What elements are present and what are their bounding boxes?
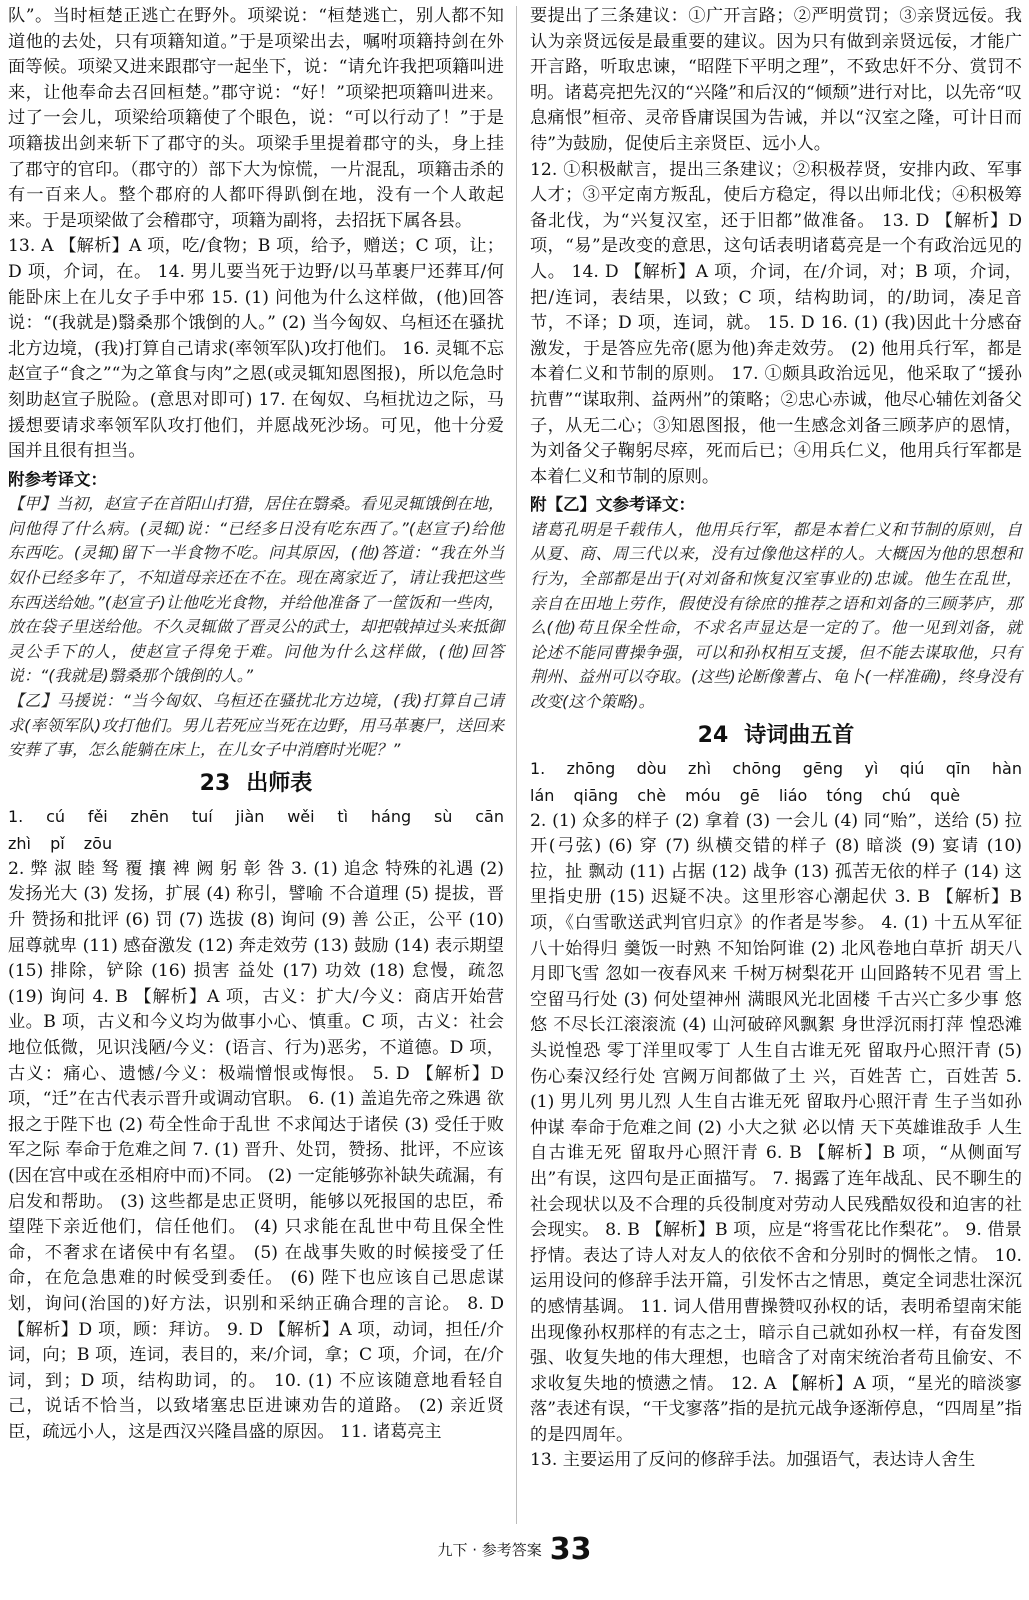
section-number: 23 bbox=[199, 770, 231, 796]
left-column bbox=[8, 4, 504, 1445]
section-heading-24 bbox=[530, 721, 1022, 751]
answer-paragraph: 2. 弊 淑 睦 驽 覆 攘 裨 阙 躬 彰 咎 3. (1) 追念 特殊的礼遇 (2) 发扬光大 (3) 发扬，扩展 (4) 称引，譬喻 不合道理 (5) 提拔，晋升 赞扬和批评 (6) 罚 (7) 选拔 (8) 询问 (9) 善 公正，公平 (10) 屈尊就卑 (11) 感奋激发 (12) 奔走效劳 (13) 鼓励 (14) 表示期望 (15) 排除，铲除 (16) 损害 益处 (17) 功效 (18) 怠慢，疏忽 (19) 询问 4. B 【解析】A 项，古义：扩大/今义：商店开始营业。B 项，古义和今义均为做事小心、慎重。C 项，古义：社会地位低微，见识浅陋/今义：(语言、行为)恶劣，不道德。D 项，古义：痛心、遗憾/今义：极端憎恨或悔恨。 5. D 【解析】D 项，“迁”在古代表示晋升或调动官职。 6. (1) 盖追先帝之殊遇 欲报之于陛下也 (2) 苟全性命于乱世 不求闻达于诸侯 (3) 受任于败军之际 奉命于危难之间 7. (1) 晋升、处罚，赞扬、批评，不应该(因在宫中或在丞相府中而)不同。 (2) 一定能够弥补缺失疏漏，有启发和帮助。 (3) 这些都是忠正贤明，能够以死报国的忠臣，希望陛下亲近他们，信任他们。 (4) 只求能在乱世中苟且保全性命，不奢求在诸侯中有名望。 (5) 在战事失败的时候接受了任命，在危急患难的时候受到委任。 (6) 陛下也应该自己思虑谋划，询问(治国的)好方法，识别和采纳正确合理的言论。 8. D 【解析】D 项，顾：拜访。 9. D 【解析】A 项，动词，担任/介词，向；B 项，连词，表目的，来/介词，拿；C 项，介词，在/介词，到；D 项，结构助词，的。 10. (1) 不应该随意地看轻自己，说话不恰当，以致堵塞忠臣进谏劝告的道路。 (2) 亲近贤臣，疏远小人，这是西汉兴隆昌盛的原因。 11. 诸葛亮主 bbox=[8, 858, 504, 1442]
section-title: 出师表 bbox=[246, 770, 313, 796]
translation-paragraph: 诸葛孔明是千载伟人，他用兵行军，都是本着仁义和节制的原则，自从夏、商、周三代以来，没有过像他这样的人。大概因为他的思想和行为，全部都是出于(对刘备和恢复汉室事业的)忠诚。他生在乱世，亲自在田地上劳作，假使没有徐庶的推荐之语和刘备的三顾茅庐，那么(他)苟且保全性命，不求名声显达是一定的了。他一见到刘备，就论述不能同曹操争强，可以和孙权相互支援，但不能去谋取他，只有荆州、益州可以夺取。(这些)论断像蓍占、龟卜(一样准确)，终身没有改变(这个策略)。 bbox=[530, 519, 1022, 712]
right-column bbox=[530, 4, 1022, 1474]
page-footer bbox=[0, 1532, 1029, 1567]
page-number: 33 bbox=[549, 1532, 592, 1567]
reference-translation-label: 附【乙】文参考译文： bbox=[530, 495, 695, 515]
answer-paragraph: 队”。当时桓楚正逃亡在野外。项梁说：“桓楚逃亡，别人都不知道他的去处，只有项籍知道。”于是项梁出去，嘱咐项籍持剑在外面等候。项梁又进来跟郡守一起坐下，说：“请允许我把项籍叫进来，让他奉命去召回桓楚。”郡守说：“好！”项梁把项籍叫进来。过了一会儿，项梁给项籍使了个眼色，说：“可以行动了！”于是项籍拔出剑来斩下了郡守的头。项梁手里提着郡守的头，身上挂了郡守的官印。（郡守的）部下大为惊慌，一片混乱，项籍击杀的有一百来人。整个郡府的人都吓得趴倒在地，没有一个人敢起来。于是项梁做了会稽郡守，项籍为副将，去招抚下属各县。 bbox=[8, 6, 504, 231]
answer-paragraph: 12. ①积极献言，提出三条建议；②积极荐贤，安排内政、军事人才；③平定南方叛乱，使后方稳定，得以出师北伐；④积极筹备北伐，为“兴复汉室，还于旧都”做准备。 13. D 【解析】D 项，“易”是改变的意思，这句话表明诸葛亮是一个有政治远见的人。 14. D 【解析】A 项，介词，在/介词，对；B 项，介词，把/连词，表结果，以致；C 项，结构助词，的/助词，凑足音节，不译；D 项，连词，就。 15. D 16. (1) (我)因此十分感奋激发，于是答应先帝(愿为他)奔走效劳。 (2) 他用兵行军，都是本着仁义和节制的原则。 17. ①颇具政治远见，他采取了“援孙抗曹”“谋取荆、益两州”的策略；②忠心赤诚，他尽心辅佐刘备父子，从无二心；③知恩图报，他一生感念刘备三顾茅庐的恩情，为刘备父子鞠躬尽瘁，死而后已；④用兵仁义，他用兵行军都是本着仁义和节制的原则。 bbox=[530, 159, 1022, 487]
answer-paragraph: 要提出了三条建议：①广开言路；②严明赏罚；③亲贤远佞。我认为亲贤远佞是最重要的建议。因为只有做到亲贤远佞，才能广开言路，听取忠谏，“昭陛下平明之理”，不致忠奸不分、赏罚不明。诸葛亮把先汉的“兴隆”和后汉的“倾颓”进行对比，以先帝“叹息痛恨”桓帝、灵帝昏庸误国为告诫，并以“汉室之隆，可计日而待”为鼓励，促使后主亲贤臣、远小人。 bbox=[530, 6, 1022, 154]
answer-paragraph: 13. 主要运用了反问的修辞手法。加强语气，表达诗人舍生 bbox=[530, 1450, 976, 1471]
translation-jia: 【甲】当初，赵宣子在首阳山打猎，居住在翳桑。看见灵辄饿倒在地，问他得了什么病。(灵辄)说：“已经多日没有吃东西了。”(赵宣子)给他东西吃。(灵辄)留下一半食物不吃。问其原因，(他)答道：“我在外当奴仆已经多年了，不知道母亲还在不在。现在离家近了，请让我把这些东西送给她。”(赵宣子)让他吃光食物，并给他准备了一筐饭和一些肉，放在袋子里送给他。不久灵辄做了晋灵公的武士，却把戟掉过头来抵御灵公手下的人，使赵宣子得免于难。问他为什么这样做，(他)回答说：“(我就是)翳桑那个饿倒的人。” bbox=[8, 494, 505, 686]
section-heading-23 bbox=[8, 769, 504, 799]
answer-paragraph: 2. (1) 众多的样子 (2) 拿着 (3) 一会儿 (4) 同“贻”，送给 (5) 拉开(弓弦) (6) 穿 (7) 纵横交错的样子 (8) 暗淡 (9) 宴请 (10) 拉，扯 飘动 (11) 占据 (12) 战争 (13) 孤苦无依的样子 (14) 这里指史册 (15) 迟疑不决。这里形容心潮起伏 3. B 【解析】B 项，《白雪歌送武判官归京》的作者是岑参。 4. (1) 十五从军征 八十始得归 羹饭一时熟 不知饴阿谁 (2) 北风卷地白草折 胡天八月即飞雪 忽如一夜春风来 千树万树梨花开 山回路转不见君 雪上空留马行处 (3) 何处望神州 满眼风光北固楼 千古兴亡多少事 悠悠 不尽长江滚滚流 (4) 山河破碎风飘絮 身世浮沉雨打萍 惶恐滩头说惶恐 零丁洋里叹零丁 人生自古谁无死 留取丹心照汗青 (5) 伤心秦汉经行处 宫阙万间都做了土 兴，百姓苦 亡，百姓苦 5. (1) 男儿列 男儿烈 人生自古谁无死 留取丹心照汗青 生子当如孙仲谋 奉命于危难之间 (2) 小大之狱 必以情 天下英雄谁敌手 人生自古谁无死 留取丹心照汗青 6. B 【解析】B 项，“从侧面写出”有误，这四句是正面描写。 7. 揭露了连年战乱、民不聊生的社会现状以及不合理的兵役制度对劳动人民残酷奴役和迫害的社会现实。 8. B 【解析】B 项，应是“将雪花比作梨花”。 9. 借景抒情。表达了诗人对友人的依依不舍和分别时的惆怅之情。 10. 运用设问的修辞手法开篇，引发怀古之情思，奠定全词悲壮深沉的感情基调。 11. 词人借用曹操赞叹孙权的话，表明希望南宋能出现像孙权那样的有志之士，暗示自己就如孙权一样，有奋发图强、收复失地的伟大理想，也暗含了对南宋统治者苟且偷安、不求收复失地的愤懑之情。 12. A 【解析】A 项，“星光的暗淡寥落”表述有误，“干戈寥落”指的是抗元战争逐渐停息，“四周星”指的是四周年。 bbox=[530, 810, 1022, 1445]
answer-paragraph: 13. A 【解析】A 项，吃/食物；B 项，给予，赠送；C 项，让；D 项，介词，在。 14. 男儿要当死于边野/以马革裹尸还葬耳/何能卧床上在儿女子手中邪 15. (1) 问他为什么这样做，(他)回答说：“(我就是)翳桑那个饿倒的人。” (2) 当今匈奴、乌桓还在骚扰北方边境，(我)打算自己请求(率领军队)攻打他们。 16. 灵辄不忘赵宣子“食之”“为之箪食与肉”之恩(或灵辄知恩图报)，所以危急时刻助赵宣子脱险。(意思对即可) 17. 在匈奴、乌桓扰边之际，马援想要请求率领军队攻打他们，并愿战死沙场。可见，他十分爱国并且很有担当。 bbox=[8, 236, 504, 462]
pinyin-answers: 1. cú fěi zhēn tuí jiàn wěi tì háng sù cān zhì pǐ zōu bbox=[8, 806, 504, 853]
column-divider bbox=[516, 6, 517, 1524]
pinyin-answers: 1. zhōng dòu zhì chōng gēng yì qiú qīn hàn lán qiāng chè móu gē liáo tóng chú què bbox=[530, 758, 1022, 805]
reference-translation-label: 附参考译文： bbox=[8, 469, 107, 489]
footer-label: 九下 · 参考答案 bbox=[437, 1541, 542, 1559]
translation-yi: 【乙】马援说：“当今匈奴、乌桓还在骚扰北方边境，(我)打算自己请求(率领军队)攻打他们。男儿若死应当死在边野，用马革裹尸，送回来安葬了事，怎么能躺在床上，在儿女子中消磨时光呢？” bbox=[8, 691, 504, 760]
section-number: 24 bbox=[697, 722, 729, 748]
section-title: 诗词曲五首 bbox=[744, 722, 855, 748]
